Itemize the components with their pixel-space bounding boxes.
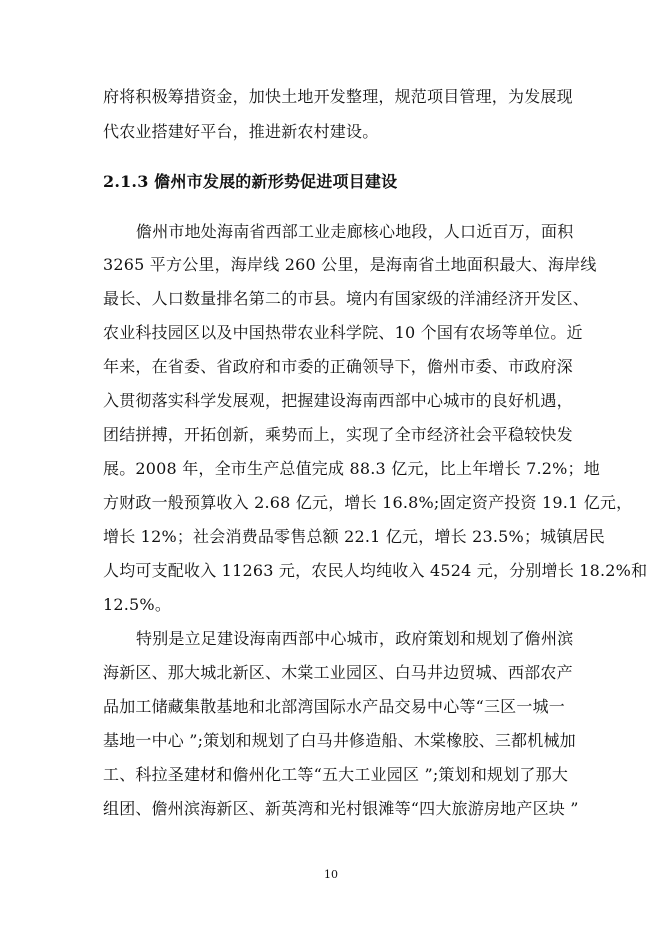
paragraph-line: 年来，在省委、省政府和市委的正确领导下，儋州市委、市政府深 <box>103 357 573 376</box>
paragraph-line: 最长、人口数量排名第二的市县。境内有国家级的洋浦经济开发区、 <box>103 289 590 308</box>
paragraph-line: 儋州市地处海南省西部工业走廊核心地段，人口近百万，面积 <box>136 222 574 241</box>
paragraph-line: 农业科技园区以及中国热带农业科学院、10 个国有农场等单位。近 <box>103 323 583 342</box>
paragraph-line: 展。2008 年，全市生产总值完成 88.3 亿元，比上年增长 7.2%；地 <box>103 459 600 478</box>
paragraph-line: 入贯彻落实科学发展观，把握建设海南西部中心城市的良好机遇， <box>103 391 573 410</box>
paragraph-line: 团结拼搏，开拓创新，乘势而上，实现了全市经济社会平稳较快发 <box>103 425 573 444</box>
paragraph-line: 品加工储藏集散基地和北部湾国际水产品交易中心等“三区一城一 <box>103 697 565 716</box>
body-text-line: 府将积极筹措资金，加快土地开发整理，规范项目管理，为发展现 <box>103 87 573 106</box>
paragraph-line: 基地一中心 ”;策划和规划了白马井修造船、木棠橡胶、三都机械加 <box>103 731 576 750</box>
paragraph-line: 方财政一般预算收入 2.68 亿元，增长 16.8%;固定资产投资 19.1 亿元， <box>103 493 633 512</box>
body-text-line: 代农业搭建好平台，推进新农村建设。 <box>103 122 379 141</box>
paragraph-line: 3265 平方公里，海岸线 260 公里，是海南省土地面积最大、海岸线 <box>103 255 597 274</box>
paragraph-line: 增长 12%；社会消费品零售总额 22.1 亿元，增长 23.5%；城镇居民 <box>103 527 605 546</box>
paragraph-line: 组团、儋州滨海新区、新英湾和光村银滩等“四大旅游房地产区块 ” <box>103 799 579 818</box>
paragraph-line: 工、科拉圣建材和儋州化工等“五大工业园区 ”;策划和规划了那大 <box>103 765 569 784</box>
paragraph-line: 特别是立足建设海南西部中心城市，政府策划和规划了儋州滨 <box>136 629 574 648</box>
paragraph-line: 海新区、那大城北新区、木棠工业园区、白马井边贸城、西部农产 <box>103 663 573 682</box>
paragraph-line: 12.5%。 <box>103 595 172 614</box>
section-heading: 2.1.3 儋州市发展的新形势促进项目建设 <box>103 172 398 191</box>
paragraph-line: 人均可支配收入 11263 元，农民人均纯收入 4524 元，分别增长 18.2%和 <box>103 561 648 580</box>
page-number: 10 <box>324 868 338 881</box>
